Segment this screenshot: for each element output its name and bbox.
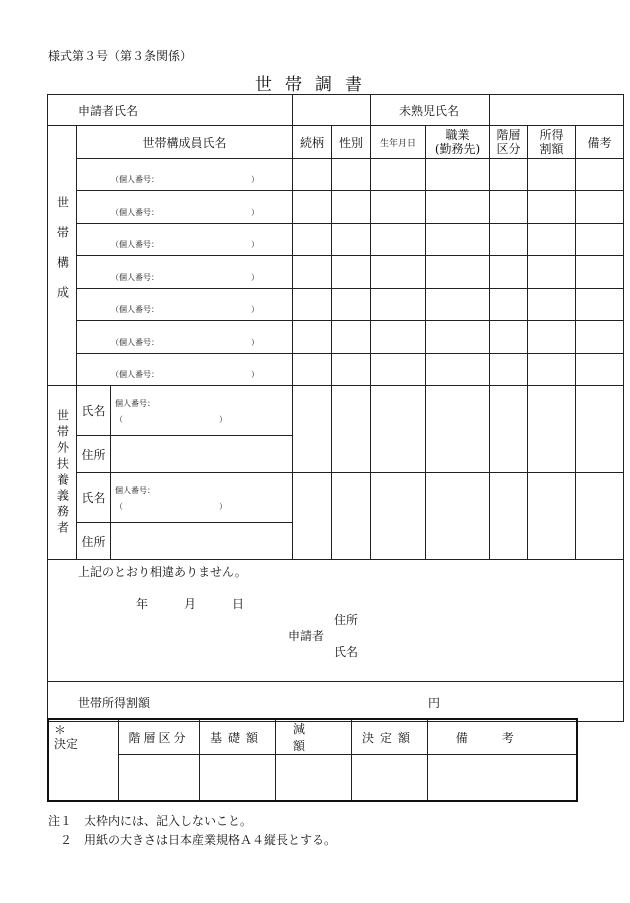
- col-relation: 続柄: [293, 126, 332, 159]
- member-id-row[interactable]: （個人番号： ）: [77, 224, 293, 256]
- page-title: 世帯調書: [255, 75, 375, 95]
- col-sex: 性別: [332, 126, 371, 159]
- form-number: 様式第３号（第３条関係）: [48, 49, 193, 63]
- decision-base-field[interactable]: [199, 755, 275, 801]
- col-decision-base: 基礎額: [199, 719, 275, 755]
- col-decision-tier: 階層区分: [118, 719, 199, 755]
- member-id-row[interactable]: （個人番号： ）: [77, 289, 293, 321]
- child-name-label: 未熟児氏名: [371, 95, 490, 126]
- col-decision-reduce: 減額: [275, 719, 351, 755]
- member-id-row[interactable]: （個人番号： ）: [77, 321, 293, 354]
- decision-label-cell: [48, 719, 118, 801]
- col-income: 所得 割額: [528, 126, 576, 159]
- member-id-row[interactable]: （個人番号： ）: [77, 354, 293, 386]
- declaration-statement: 上記のとおり相違ありません。: [78, 565, 247, 579]
- declaration-date[interactable]: 年 月 日: [136, 597, 245, 611]
- supporter-name-label: 氏名: [77, 386, 111, 436]
- applicant-name-field[interactable]: [293, 95, 371, 126]
- income-total-row: [48, 682, 624, 722]
- household-table: [47, 94, 624, 722]
- household-section-label: 世帯構成: [48, 126, 77, 386]
- supporter-id-field[interactable]: 個人番号： （ ）: [111, 473, 293, 523]
- col-decision-final: 決定額: [351, 719, 427, 755]
- member-id-row[interactable]: （個人番号： ）: [77, 256, 293, 289]
- supporter-address-field[interactable]: [111, 436, 293, 473]
- decision-table: [47, 718, 578, 802]
- decision-reduce-field[interactable]: [275, 755, 351, 801]
- col-remarks: 備考: [576, 126, 624, 159]
- member-id-row[interactable]: （個人番号： ）: [77, 159, 293, 191]
- declaration-applicant-label: 申請者: [288, 629, 325, 643]
- supporters-section-label: 世帯外扶養義務者: [48, 386, 77, 560]
- supporter-address-label: 住所: [77, 523, 111, 560]
- decision-label: 決定: [54, 737, 79, 751]
- supporter-address-label: 住所: [77, 436, 111, 473]
- decision-star: ＊: [54, 723, 67, 737]
- member-id-row[interactable]: （個人番号： ）: [77, 191, 293, 224]
- applicant-name-label: 申請者氏名: [48, 95, 293, 126]
- col-job: 職業 (勤務先): [426, 126, 490, 159]
- decision-remarks-field[interactable]: [427, 755, 577, 801]
- col-member-name: 世帯構成員氏名: [77, 126, 293, 159]
- supporter-address-field[interactable]: [111, 523, 293, 560]
- child-name-field[interactable]: [490, 95, 624, 126]
- decision-tier-field[interactable]: [118, 755, 199, 801]
- declaration-address-label: 住所: [334, 613, 359, 627]
- note-1: 注１ 太枠内には、記入しないこと。: [48, 814, 253, 828]
- note-2: ２ 用紙の大きさは日本産業規格Ａ４縦長とする。: [48, 833, 337, 847]
- col-tier: 階層 区分: [490, 126, 528, 159]
- supporter-id-field[interactable]: 個人番号： （ ）: [111, 386, 293, 436]
- decision-final-field[interactable]: [351, 755, 427, 801]
- col-decision-remarks: 備考: [427, 719, 577, 755]
- col-birthdate: 生年月日: [371, 126, 426, 159]
- declaration-name-label: 氏名: [334, 645, 359, 659]
- declaration-box: [48, 560, 624, 682]
- income-total-unit: 円: [428, 696, 441, 710]
- income-total-label: 世帯所得割額: [78, 696, 151, 710]
- supporter-name-label: 氏名: [77, 473, 111, 523]
